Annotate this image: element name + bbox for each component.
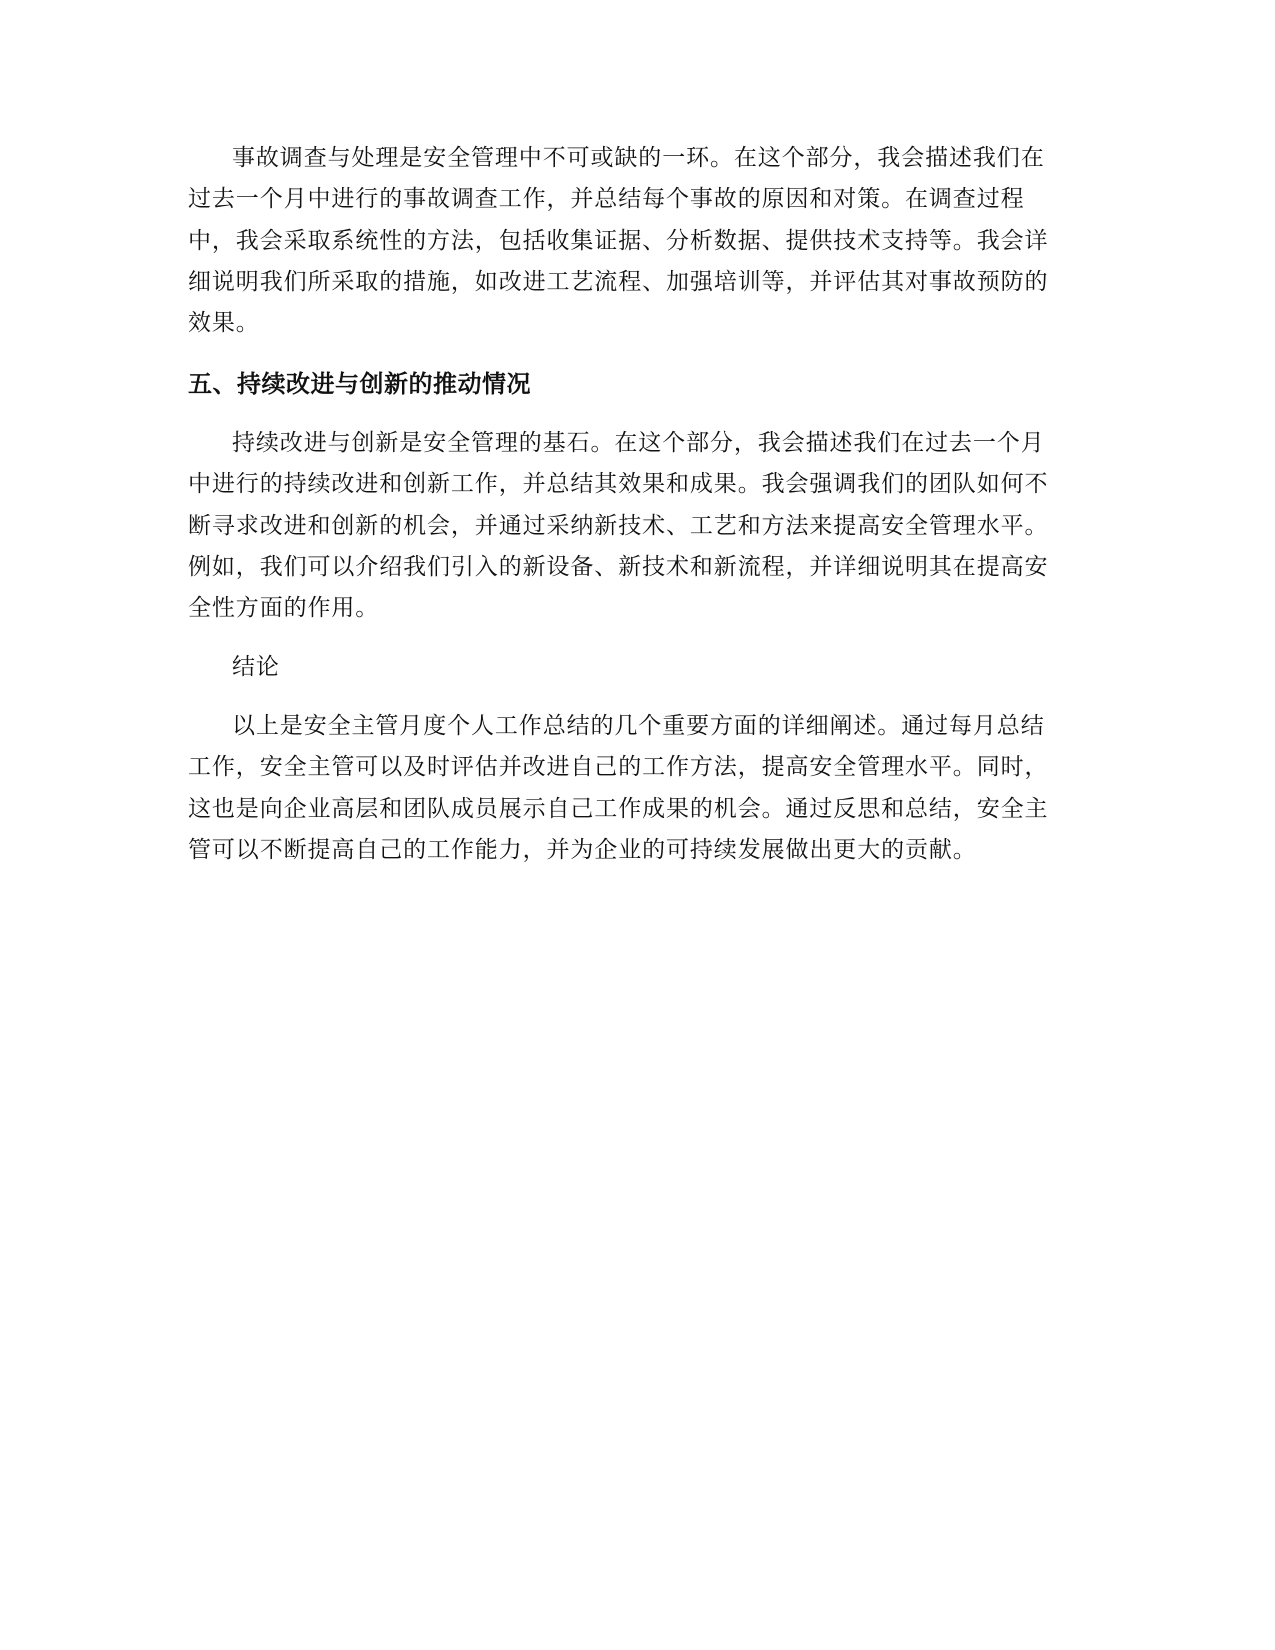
paragraph-line: 例如，我们可以介绍我们引入的新设备、新技术和新流程，并详细说明其在提高安: [188, 554, 1049, 580]
paragraph-line: 全性方面的作用。: [188, 595, 380, 621]
section-heading-continuous-improvement: 五、持续改进与创新的推动情况: [188, 370, 531, 398]
paragraph-line: 持续改进与创新是安全管理的基石。在这个部分，我会描述我们在过去一个月: [232, 430, 1045, 456]
paragraph-line: 事故调查与处理是安全管理中不可或缺的一环。在这个部分，我会描述我们在: [232, 145, 1045, 171]
paragraph-line: 过去一个月中进行的事故调查工作，并总结每个事故的原因和对策。在调查过程: [188, 186, 1025, 212]
paragraph-line: 细说明我们所采取的措施，如改进工艺流程、加强培训等，并评估其对事故预防的: [188, 269, 1049, 295]
paragraph-line: 工作，安全主管可以及时评估并改进自己的工作方法，提高安全管理水平。同时，: [188, 754, 1049, 780]
paragraph-line: 中，我会采取系统性的方法，包括收集证据、分析数据、提供技术支持等。我会详: [188, 228, 1049, 254]
paragraph-line: 以上是安全主管月度个人工作总结的几个重要方面的详细阐述。通过每月总结: [232, 713, 1045, 739]
paragraph-line: 这也是向企业高层和团队成员展示自己工作成果的机会。通过反思和总结，安全主: [188, 796, 1049, 822]
paragraph-line: 效果。: [188, 310, 260, 336]
paragraph-line: 中进行的持续改进和创新工作，并总结其效果和成果。我会强调我们的团队如何不: [188, 471, 1049, 497]
conclusion-label: 结论: [232, 654, 280, 680]
paragraph-line: 管可以不断提高自己的工作能力，并为企业的可持续发展做出更大的贡献。: [188, 837, 977, 863]
paragraph-line: 断寻求改进和创新的机会，并通过采纳新技术、工艺和方法来提高安全管理水平。: [188, 513, 1049, 539]
